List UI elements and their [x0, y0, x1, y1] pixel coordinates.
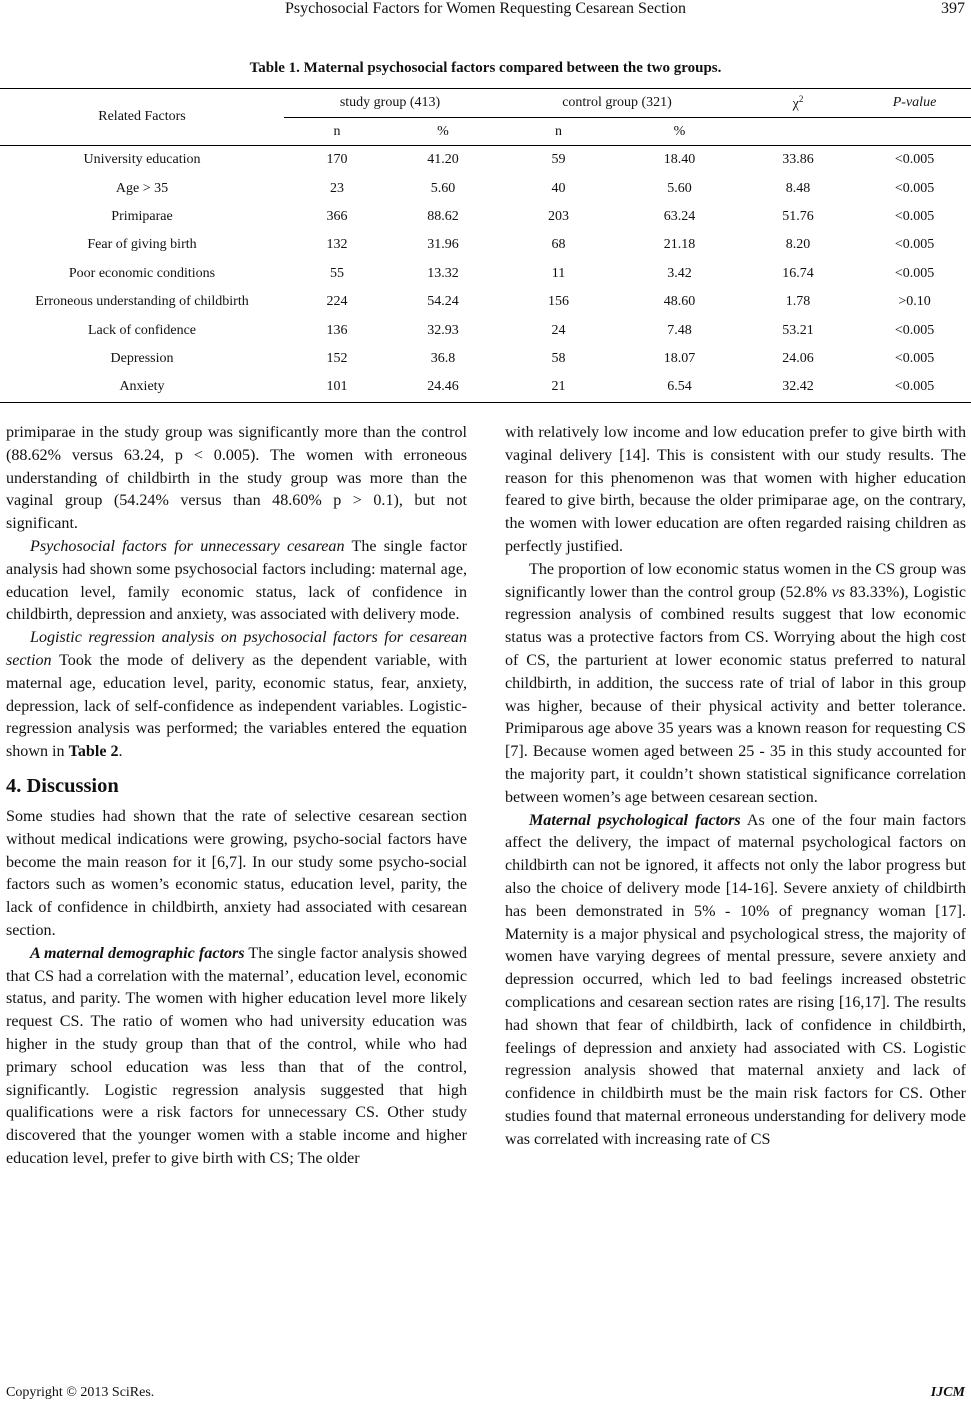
- copyright: Copyright © 2013 SciRes.: [6, 1385, 155, 1400]
- subheader-n: n: [496, 118, 621, 146]
- table-row: Lack of confidence 136 32.93 24 7.48 53.21 <0.005: [87, 322, 935, 338]
- header-study-group: study group (413): [284, 89, 496, 118]
- table-row: Erroneous understanding of childbirth 224 54.24 156 48.60 1.78 >0.10: [35, 294, 931, 310]
- paragraph: Some studies had shown that the rate of selective cesarean section without medical indications were growing, psycho-social factors have become the main reason for it [6,7]. In our study some psycho-social factors such as women’s economic status, education level, parity, the lack of confidence in childbirth, anxiety had associated with cesarean section.: [6, 807, 467, 939]
- paragraph: Logistic regression analysis on psychosocial factors for cesarean section Took the mode of delivery as the dependent variable, with maternal age, education level, parity, economic status, fear, anxiety, depression, lack of self-confidence as independent variables. Logistic-regression analysis was performed; the variables entered the equation shown in Table 2.: [6, 629, 467, 761]
- right-column: [505, 422, 966, 1152]
- subheader-pct: %: [390, 118, 496, 146]
- table-row: Poor economic conditions 55 13.32 11 3.42 16.74 <0.005: [68, 265, 935, 281]
- paragraph: Psychosocial factors for unnecessary cesarean The single factor analysis had shown some psychosocial factors including: maternal age, education level, family economic status, lack of confidence in childbirth, depression and anxiety, was associated with delivery mode.: [6, 537, 467, 624]
- header-chi-square: $\chi^2$: [738, 89, 858, 118]
- running-head: [0, 0, 971, 26]
- table-row: Primiparae 366 88.62 203 63.24 51.76 <0.005: [111, 208, 935, 224]
- journal-abbrev: IJCM: [930, 1385, 965, 1400]
- paragraph: Maternal psychological factors As one of the four main factors affect the delivery, the impact of maternal psychological factors on childbirth can not be ignored, it affects not only the labor progress but also the choice of delivery mode [14-16]. Severe anxiety of childbirth has been demonstrated in 5% - 10% of pregnancy woman [17]. Maternity is a major physical and psychological stress, the majority of women have varying degrees of mental pressure, severe anxiety and depression occurred, which led to bad feelings increased obstetric complications and cesarean section rates are rising [16,17]. The results had shown that fear of childbirth, lack of confidence in childbirth, feelings of depression and anxiety had associated with CS. Logistic regression analysis showed that maternal anxiety and lack of confidence in childbirth must be the main risk factors for CS. Other studies found that maternal erroneous understanding for delivery mode was correlated with increasing rate of CS: [505, 811, 967, 1148]
- page-number: 397: [941, 0, 965, 17]
- header-related-factors: Related Factors: [0, 89, 284, 146]
- table-caption: Table 1. Maternal psychosocial factors compared between the two groups.: [249, 60, 722, 76]
- header-p-value: P-value: [858, 89, 971, 118]
- subheader-n: n: [284, 118, 390, 146]
- paragraph: The proportion of low economic status women in the CS group was significantly lower than the control group (52.8% vs 83.33%), Logistic regression analysis of combined results suggest that low economic status was a protective factors from CS. Worrying about the high cost of CS, the parturient at lower economic status preferred to natural childbirth, in addition, the success rate of trial of labor in this group was higher, because of their physical activity and better tolerance. Primiparous age above 35 years was a known reason for requesting CS [7]. Because women aged between 25 - 35 in this study accounted for the majority part, it couldn’t shown statistical significance correlation between women’s age between cesarean section.: [505, 560, 966, 806]
- table-2-reference: Table 2: [68, 743, 119, 761]
- header-control-group: control group (321): [496, 89, 738, 118]
- table-row: Depression 152 36.8 58 18.07 24.06 <0.005: [110, 350, 935, 366]
- section-heading-discussion: 4. Discussion: [6, 774, 119, 797]
- table-row: Age > 35 23 5.60 40 5.60 8.48 <0.005: [115, 180, 935, 196]
- table-row: Anxiety 101 24.46 21 6.54 32.42 <0.005: [0, 373, 971, 402]
- table-row: University education 170 41.20 59 18.40 33.86 <0.005: [83, 152, 935, 168]
- paragraph: with relatively low income and low education prefer to give birth with vaginal delivery [14]. This is consistent with our study results. The reason for this phenomenon was that women with higher education feared to give birth, because the older primiparae age, on the contrary, the women with lower education are often regarded raising children as perfectly justified.: [505, 424, 966, 555]
- table-row: Fear of giving birth 132 31.96 68 21.18 8.20 <0.005: [87, 237, 935, 253]
- left-column: [6, 422, 467, 1171]
- running-title: Psychosocial Factors for Women Requesting Cesarean Section: [285, 0, 686, 17]
- table-1: [0, 88, 971, 403]
- paragraph: A maternal demographic factors The single factor analysis showed that CS had a correlation with the maternal’, education level, economic status, and parity. The women with higher education level more likely request CS. The ratio of women who had university education was higher in the study group than that of the control, while who had primary school education was less than that of the control, significantly. Logistic regression analysis suggested that high qualifications were a risk factors for unnecessary CS. Other study discovered that the younger women with a stable income and higher education level, prefer to give birth with CS; The older: [6, 944, 467, 1167]
- subheader-pct: %: [621, 118, 738, 146]
- paragraph: primiparae in the study group was significantly more than the control (88.62% versus 63.24, p < 0.005). The women with erroneous understanding of childbirth in the study group was more than the vaginal group (54.24% versus than 48.60% p > 0.1), but not significant.: [6, 424, 467, 533]
